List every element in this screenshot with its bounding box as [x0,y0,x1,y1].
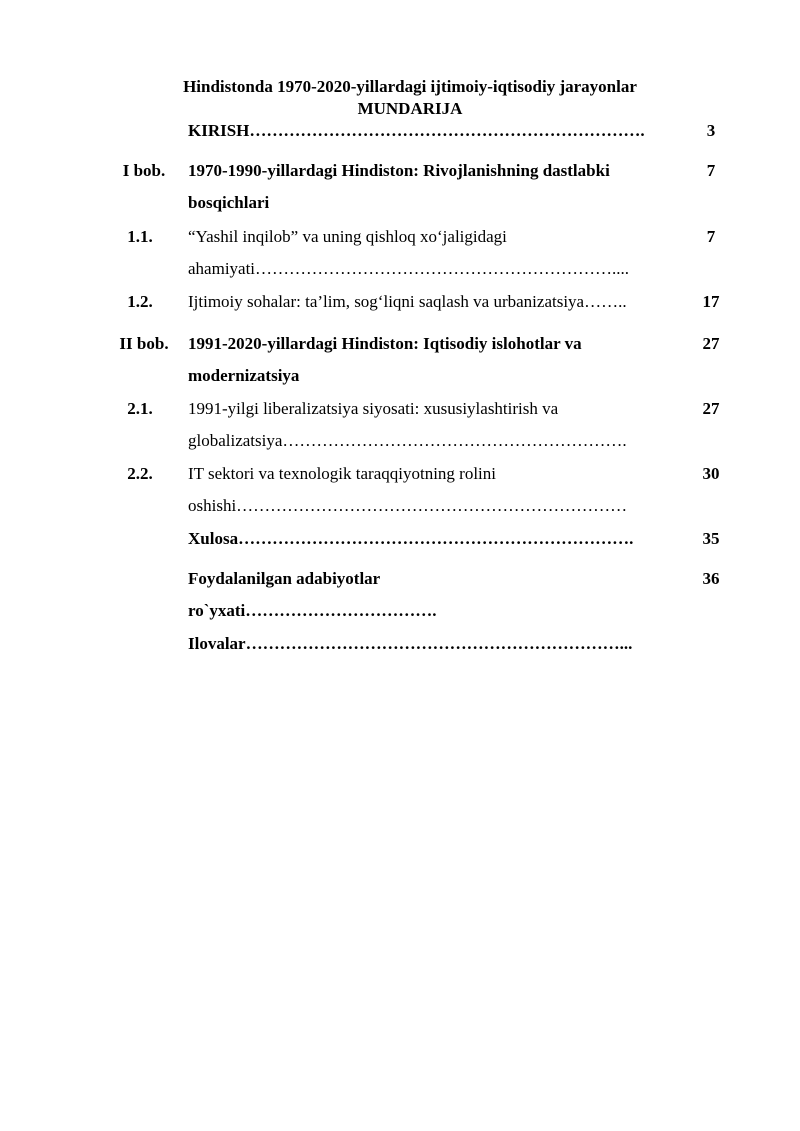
toc-entry-page: 7 [706,227,716,246]
toc-entry-title: “Yashil inqilob” va uning qishloq xo‘jaligidagi ahamiyati……………………………………………………….... [188,227,630,278]
toc-entry-number: 2.2. [127,464,153,483]
toc-entry-title: Ilovalar…………………………………………………………... [188,634,633,653]
toc-entry-page: 27 [702,334,720,353]
toc-entry-title: 1991-yilgi liberalizatsiya siyosati: xususiylashtirish va globalizatsiya……………………………………………………. [188,399,627,450]
toc-entry-number: 1.1. [127,227,153,246]
toc-entry-number: I bob. [122,161,166,180]
document-title: Hindistonda 1970-2020-yillardagi ijtimoiy-iqtisodiy jarayonlar [183,77,637,96]
toc-entry-title: IT sektori va texnologik taraqqiyotning rolini oshishi…………………………………………………………… [188,464,628,515]
toc-entry-title: 1970-1990-yillardagi Hindiston: Rivojlanishning dastlabki bosqichlari [188,161,610,212]
toc-entry-title: Foydalanilgan adabiyotlar ro`yxati……………………………. [188,569,437,620]
toc-entry-title: Ijtimoiy sohalar: ta’lim, sog‘liqni saqlash va urbanizatsiya…….. [188,292,627,311]
toc-entry-number: 1.2. [127,292,153,311]
toc-entry-page: 17 [702,292,720,311]
contents-heading: MUNDARIJA [357,99,463,118]
toc-entry-number: 2.1. [127,399,153,418]
toc-entry-page: 3 [706,121,716,140]
toc-entry-number: II bob. [119,334,169,353]
toc-entry-page: 30 [702,464,720,483]
toc-entry-title: 1991-2020-yillardagi Hindiston: Iqtisodiy islohotlar va modernizatsiya [188,334,582,385]
toc-entry-page: 7 [706,161,716,180]
toc-entry-page: 27 [702,399,720,418]
toc-entry-title: KIRISH……………………………………………………………. [188,121,645,140]
toc-entry-title: Xulosa……………………………………………………………. [188,529,634,548]
toc-entry-page: 35 [702,529,720,548]
toc-entry-page: 36 [702,569,720,588]
